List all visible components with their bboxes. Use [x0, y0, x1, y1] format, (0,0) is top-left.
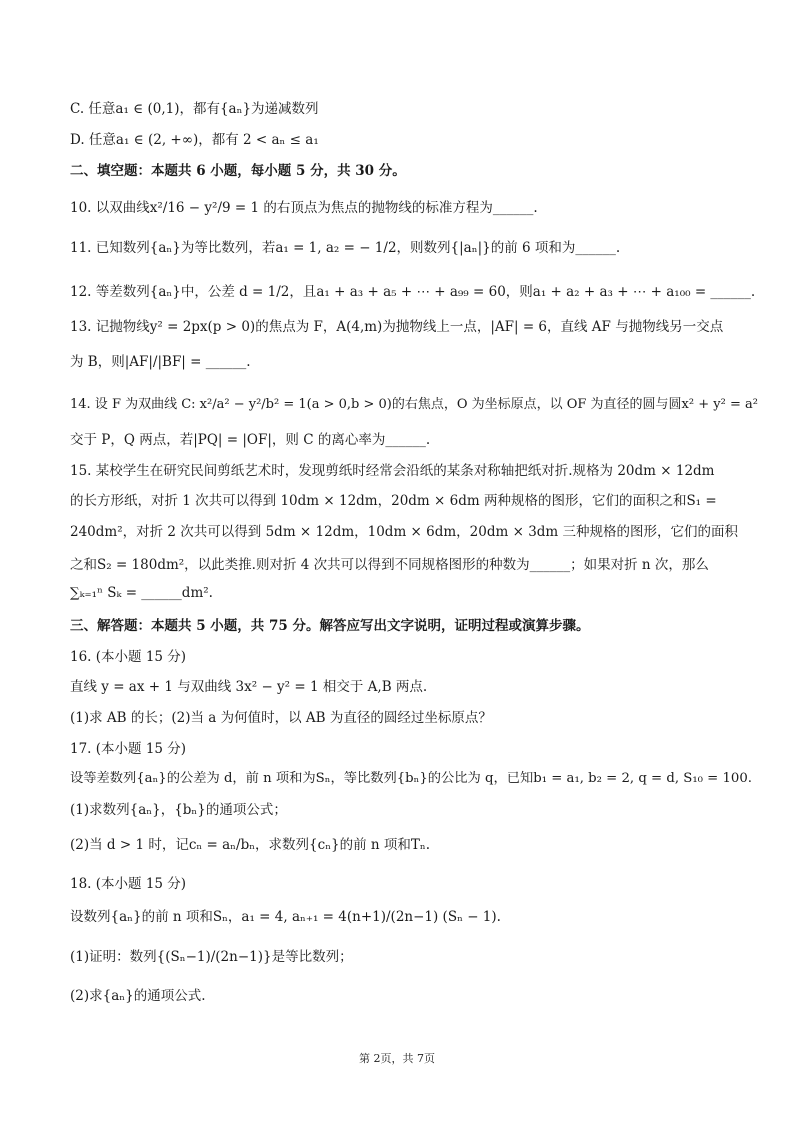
question-16-stem: 直线 y = ax + 1 与双曲线 3x² − y² = 1 相交于 A,B 两点. [70, 679, 428, 695]
question-13-line-1: 13. 记抛物线y² = 2px(p > 0)的焦点为 F，A(4,m)为抛物线上一点，|AF| = 6，直线 AF 与抛物线另一交点 [70, 319, 724, 335]
section-heading-fill-in: 二、填空题：本题共 6 小题，每小题 5 分，共 30 分。 [70, 163, 406, 179]
question-14-line-1: 14. 设 F 为双曲线 C: x²/a² − y²/b² = 1(a > 0,b > 0)的右焦点，O 为坐标原点，以 OF 为直径的圆与圆x² + y² = a² [70, 397, 758, 412]
option-d: D. 任意a₁ ∈ (2, +∞)，都有 2 < aₙ ≤ a₁ [70, 132, 319, 148]
question-11: 11. 已知数列{aₙ}为等比数列，若a₁ = 1, a₂ = − 1/2，则数列{|aₙ|}的前 6 项和为______. [70, 240, 621, 256]
question-12: 12. 等差数列{aₙ}中，公差 d = 1/2，且a₁ + a₃ + a₅ + ⋯ + a₉₉ = 60，则a₁ + a₂ + a₃ + ⋯ + a₁₀₀ = ______. [70, 284, 756, 300]
question-15-line-5: ∑ₖ₌₁ⁿ Sₖ = ______dm². [70, 585, 213, 601]
question-17-stem: 设等差数列{aₙ}的公差为 d，前 n 项和为Sₙ，等比数列{bₙ}的公比为 q，已知b₁ = a₁, b₂ = 2, q = d, S₁₀ = 100. [70, 771, 752, 786]
question-17-part-2: (2)当 d > 1 时，记cₙ = aₙ/bₙ，求数列{cₙ}的前 n 项和Tₙ. [70, 837, 431, 853]
question-17-header: 17. (本小题 15 分) [70, 741, 187, 757]
option-c: C. 任意a₁ ∈ (0,1)，都有{aₙ}为递减数列 [70, 101, 319, 117]
question-16-parts: (1)求 AB 的长；(2)当 a 为何值时，以 AB 为直径的圆经过坐标原点？ [70, 710, 492, 726]
question-15-line-2: 的长方形纸，对折 1 次共可以得到 10dm × 12dm，20dm × 6dm 两种规格的图形，它们的面积之和S₁ = [70, 493, 717, 509]
question-15-line-4: 之和S₂ = 180dm²，以此类推.则对折 4 次共可以得到不同规格图形的种数为______；如果对折 n 次，那么 [70, 557, 709, 573]
question-16-header: 16. (本小题 15 分) [70, 649, 187, 665]
question-14-line-2: 交于 P，Q 两点，若|PQ| = |OF|，则 C 的离心率为______. [70, 432, 431, 448]
question-18-part-2: (2)求{aₙ}的通项公式. [70, 988, 206, 1004]
section-heading-solutions: 三、解答题：本题共 5 小题，共 75 分。解答应写出文字说明，证明过程或演算步骤。 [70, 618, 590, 634]
question-18-part-1: (1)证明：数列{(Sₙ−1)/(2n−1)}是等比数列； [70, 949, 353, 965]
question-13-line-2: 为 B，则|AF|/|BF| = ______. [70, 354, 251, 370]
question-18-stem: 设数列{aₙ}的前 n 项和Sₙ，a₁ = 4, aₙ₊₁ = 4(n+1)/(2n−1) (Sₙ − 1). [70, 909, 501, 925]
question-10: 10. 以双曲线x²/16 − y²/9 = 1 的右顶点为焦点的抛物线的标准方程为______. [70, 200, 538, 216]
question-18-header: 18. (本小题 15 分) [70, 876, 187, 892]
question-15-line-3: 240dm²，对折 2 次共可以得到 5dm × 12dm，10dm × 6dm，20dm × 3dm 三种规格的图形，它们的面积 [70, 524, 739, 540]
page-footer: 第 2页，共 7页 [359, 1052, 435, 1065]
question-15-line-1: 15. 某校学生在研究民间剪纸艺术时，发现剪纸时经常会沿纸的某条对称轴把纸对折.规格为 20dm × 12dm [70, 463, 715, 479]
question-17-part-1: (1)求数列{aₙ}，{bₙ}的通项公式； [70, 802, 287, 818]
